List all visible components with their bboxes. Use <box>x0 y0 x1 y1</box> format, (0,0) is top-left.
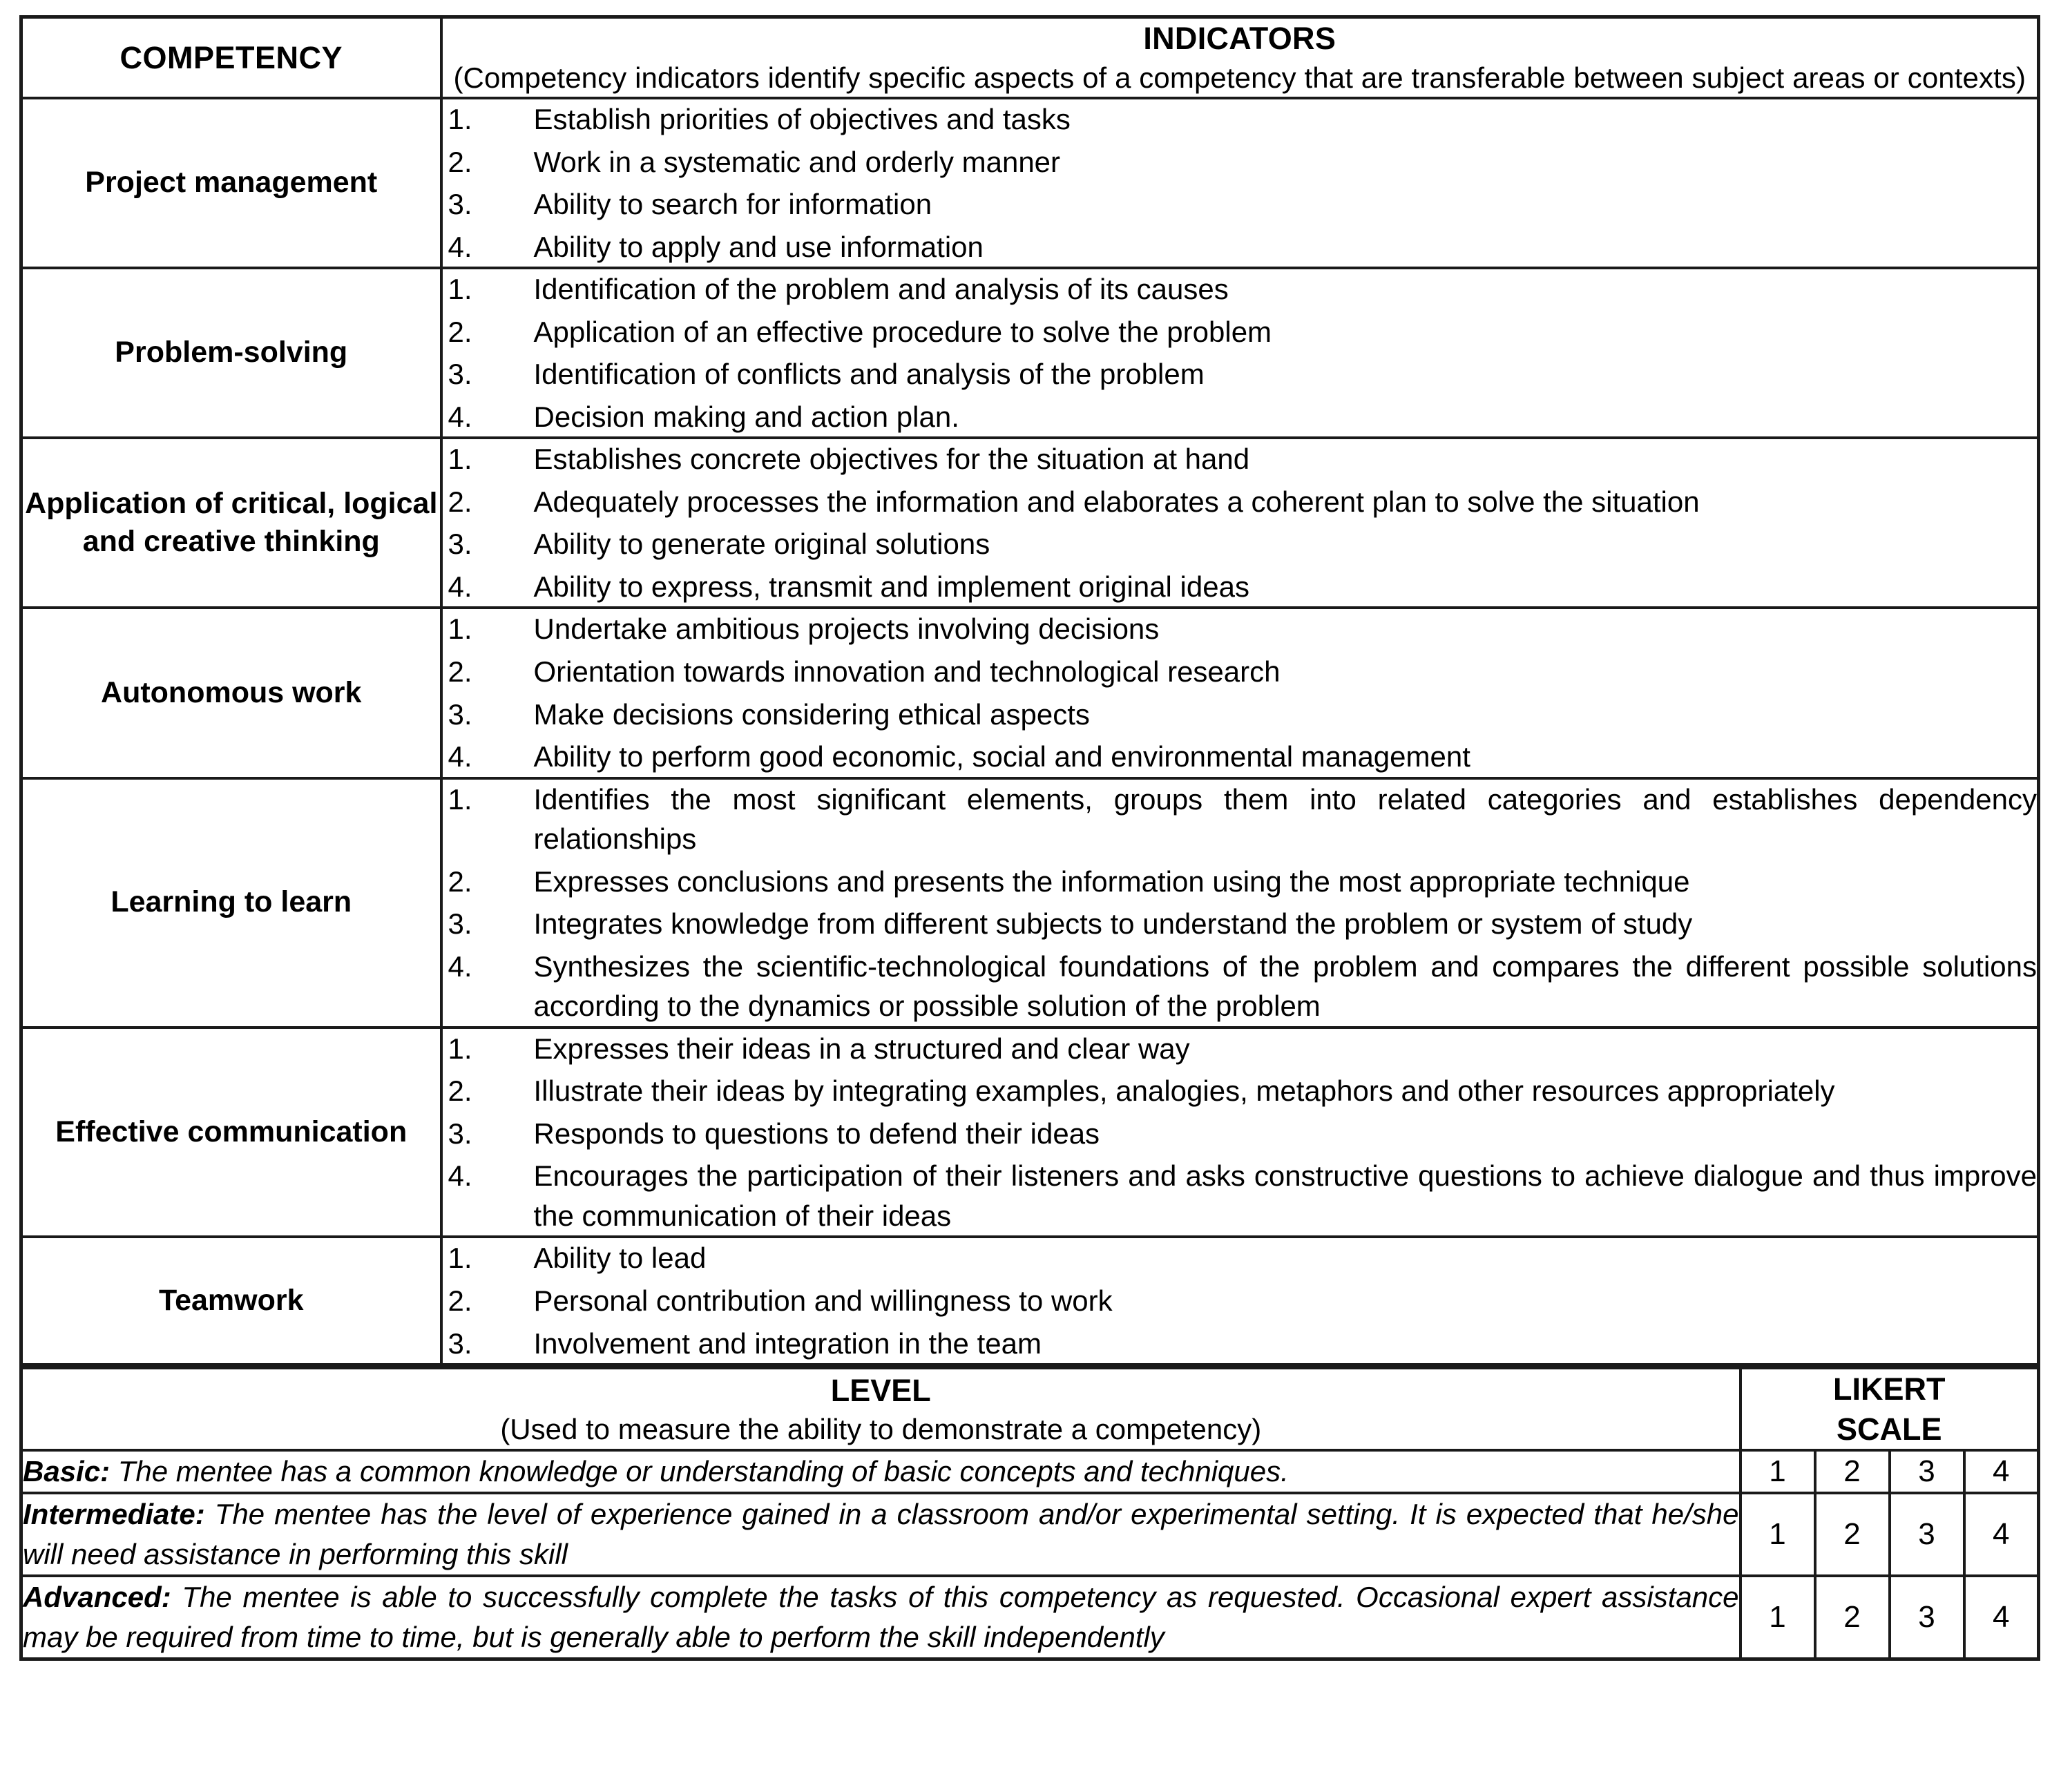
list-number: 2. <box>448 1284 472 1317</box>
list-item <box>443 1324 2038 1364</box>
indicator-text: Ability to apply and use information <box>533 230 984 263</box>
likert-option[interactable]: 2 <box>1815 1450 1890 1493</box>
list-number: 3. <box>448 358 472 391</box>
level-description-text: The mentee has the level of experience gained in a classroom and/or experimental setting. It is expected that he/she will need assistance in performing this skill <box>23 1498 1739 1571</box>
likert-option[interactable]: 2 <box>1815 1576 1890 1659</box>
indicator-text: Illustrate their ideas by integrating examples, analogies, metaphors and other resources appropriately <box>533 1075 1835 1108</box>
indicator-cell <box>441 438 2039 608</box>
level-header-title: LEVEL <box>830 1372 931 1408</box>
level-label: Advanced: <box>23 1581 171 1614</box>
likert-option[interactable]: 3 <box>1890 1576 1964 1659</box>
competency-name: Autonomous work <box>21 608 441 778</box>
list-number: 3. <box>448 1117 472 1150</box>
list-item <box>443 397 2038 437</box>
level-header-subtitle: (Used to measure the ability to demonstrate a competency) <box>500 1412 1262 1445</box>
likert-header-line2: SCALE <box>1836 1411 1942 1447</box>
indicator-text: Integrates knowledge from different subjects to understand the problem or system of study <box>533 907 1693 941</box>
header-competency: COMPETENCY <box>21 17 441 99</box>
list-item <box>443 1029 2038 1069</box>
list-number: 3. <box>448 907 472 941</box>
likert-option[interactable]: 3 <box>1890 1450 1964 1493</box>
list-item <box>443 524 2038 564</box>
indicator-text: Involvement and integration in the team <box>533 1327 1042 1360</box>
indicator-cell <box>441 268 2039 438</box>
list-item <box>443 482 2038 522</box>
indicator-text: Identification of conflicts and analysis of the problem <box>533 358 1205 391</box>
competency-name: Project management <box>21 98 441 268</box>
list-item <box>443 142 2038 182</box>
list-item <box>443 567 2038 607</box>
level-row <box>21 1576 2039 1659</box>
list-item <box>443 439 2038 479</box>
indicator-cell <box>441 778 2039 1028</box>
indicator-text: Expresses their ideas in a structured and clear way <box>533 1032 1190 1065</box>
likert-option[interactable]: 2 <box>1815 1493 1890 1576</box>
likert-option[interactable]: 4 <box>1964 1450 2039 1493</box>
list-item <box>443 99 2038 139</box>
indicator-text: Synthesizes the scientific-technological foundations of the problem and compares the different possible solutions according to the dynamics or possible solution of the problem <box>533 950 2037 1023</box>
level-description-text: The mentee is able to successfully complete the tasks of this competency as requested. Occasional expert assistance may be required from time to time, but is generally able to perform the skill independently <box>23 1581 1739 1654</box>
level-header-row <box>21 1368 2039 1450</box>
list-number: 1. <box>448 782 472 816</box>
indicator-list <box>443 1029 2038 1236</box>
indicator-text: Establishes concrete objectives for the situation at hand <box>533 443 1250 476</box>
level-section <box>19 1367 2040 1661</box>
indicator-text: Application of an effective procedure to solve the problem <box>533 315 1272 348</box>
indicator-text: Expresses conclusions and presents the information using the most appropriate technique <box>533 865 1690 898</box>
indicator-list <box>443 269 2038 436</box>
list-item <box>443 1114 2038 1154</box>
list-item <box>443 780 2038 859</box>
list-number: 3. <box>448 1327 472 1360</box>
indicator-text: Establish priorities of objectives and tasks <box>533 103 1071 136</box>
indicator-text: Undertake ambitious projects involving decisions <box>533 613 1160 646</box>
list-number: 4. <box>448 1159 472 1193</box>
indicator-text: Ability to perform good economic, social and environmental management <box>533 740 1470 773</box>
list-number: 4. <box>448 400 472 433</box>
list-item <box>443 269 2038 309</box>
indicator-text: Personal contribution and willingness to work <box>533 1284 1113 1317</box>
indicator-text: Encourages the participation of their listeners and asks constructive questions to achieve dialogue and thus improve the communication of their ideas <box>533 1159 2037 1232</box>
table-row <box>21 1237 2039 1365</box>
likert-option[interactable]: 1 <box>1741 1576 1815 1659</box>
list-number: 3. <box>448 188 472 221</box>
level-header <box>21 1368 1741 1450</box>
list-number: 1. <box>448 103 472 136</box>
table-row <box>21 1028 2039 1237</box>
indicator-cell <box>441 1237 2039 1365</box>
list-item <box>443 312 2038 352</box>
level-description <box>21 1493 1741 1576</box>
indicator-list <box>443 609 2038 776</box>
indicator-list <box>443 99 2038 267</box>
indicator-text: Ability to express, transmit and implement original ideas <box>533 570 1249 603</box>
header-indicators-subtitle: (Competency indicators identify specific aspects of a competency that are transferable between subject areas or contexts) <box>453 61 2026 94</box>
table-row <box>21 98 2039 268</box>
table-row <box>21 438 2039 608</box>
indicator-text: Work in a systematic and orderly manner <box>533 145 1061 178</box>
likert-option[interactable]: 3 <box>1890 1493 1964 1576</box>
list-number: 4. <box>448 230 472 263</box>
competency-name: Problem-solving <box>21 268 441 438</box>
list-number: 4. <box>448 950 472 983</box>
competency-name: Effective communication <box>21 1028 441 1237</box>
likert-option[interactable]: 1 <box>1741 1450 1815 1493</box>
list-number: 2. <box>448 315 472 348</box>
table-header-row <box>21 17 2039 99</box>
list-number: 1. <box>448 613 472 646</box>
level-description <box>21 1576 1741 1659</box>
indicator-text: Identification of the problem and analysis of its causes <box>533 273 1229 306</box>
list-item <box>443 1071 2038 1111</box>
list-number: 1. <box>448 1242 472 1275</box>
likert-header-line1: LIKERT <box>1833 1371 1946 1407</box>
indicator-list <box>443 780 2038 1026</box>
list-item <box>443 1281 2038 1321</box>
list-item <box>443 862 2038 902</box>
indicator-cell <box>441 608 2039 778</box>
list-item <box>443 737 2038 777</box>
list-item <box>443 947 2038 1026</box>
level-label: Intermediate: <box>23 1498 205 1531</box>
likert-option[interactable]: 1 <box>1741 1493 1815 1576</box>
indicator-text: Make decisions considering ethical aspects <box>533 697 1090 731</box>
level-row <box>21 1493 2039 1576</box>
list-number: 2. <box>448 655 472 688</box>
level-description <box>21 1450 1741 1493</box>
indicator-text: Decision making and action plan. <box>533 400 959 433</box>
list-number: 1. <box>448 1032 472 1065</box>
list-item <box>443 184 2038 224</box>
list-number: 2. <box>448 1075 472 1108</box>
list-item <box>443 1238 2038 1278</box>
indicator-text: Ability to search for information <box>533 188 932 221</box>
table-row <box>21 778 2039 1028</box>
indicator-text: Orientation towards innovation and technological research <box>533 655 1281 688</box>
competency-name: Teamwork <box>21 1237 441 1365</box>
list-item <box>443 354 2038 394</box>
list-number: 2. <box>448 865 472 898</box>
indicator-list <box>443 1238 2038 1363</box>
header-indicators-title: INDICATORS <box>1143 21 1336 56</box>
table-row <box>21 268 2039 438</box>
list-number: 1. <box>448 273 472 306</box>
list-item <box>443 609 2038 649</box>
list-item <box>443 904 2038 944</box>
list-number: 4. <box>448 570 472 603</box>
indicator-cell <box>441 98 2039 268</box>
indicator-text: Adequately processes the information and elaborates a coherent plan to solve the situation <box>533 485 1700 518</box>
indicator-text: Responds to questions to defend their ideas <box>533 1117 1100 1150</box>
indicator-cell <box>441 1028 2039 1237</box>
list-number: 2. <box>448 145 472 178</box>
list-item <box>443 1156 2038 1235</box>
list-item <box>443 227 2038 267</box>
likert-scale-header <box>1741 1368 2039 1450</box>
indicator-text: Ability to lead <box>533 1242 707 1275</box>
competency-indicators-table <box>19 15 2040 1367</box>
level-description-text: The mentee has a common knowledge or understanding of basic concepts and techniques. <box>110 1455 1289 1488</box>
indicator-text: Ability to generate original solutions <box>533 528 990 561</box>
header-indicators <box>441 17 2039 99</box>
list-number: 4. <box>448 740 472 773</box>
level-likert-table <box>19 1367 2040 1661</box>
table-row <box>21 608 2039 778</box>
indicator-list <box>443 439 2038 606</box>
competency-name: Application of critical, logical and creative thinking <box>21 438 441 608</box>
likert-option[interactable]: 4 <box>1964 1493 2039 1576</box>
level-row <box>21 1450 2039 1493</box>
list-number: 2. <box>448 485 472 518</box>
competency-name: Learning to learn <box>21 778 441 1028</box>
indicator-text: Identifies the most significant elements, groups them into related categories and establishes dependency relationships <box>533 782 2037 856</box>
list-item <box>443 652 2038 692</box>
list-number: 3. <box>448 528 472 561</box>
list-number: 3. <box>448 697 472 731</box>
list-number: 1. <box>448 443 472 476</box>
list-item <box>443 695 2038 735</box>
likert-option[interactable]: 4 <box>1964 1576 2039 1659</box>
level-label: Basic: <box>23 1455 111 1488</box>
